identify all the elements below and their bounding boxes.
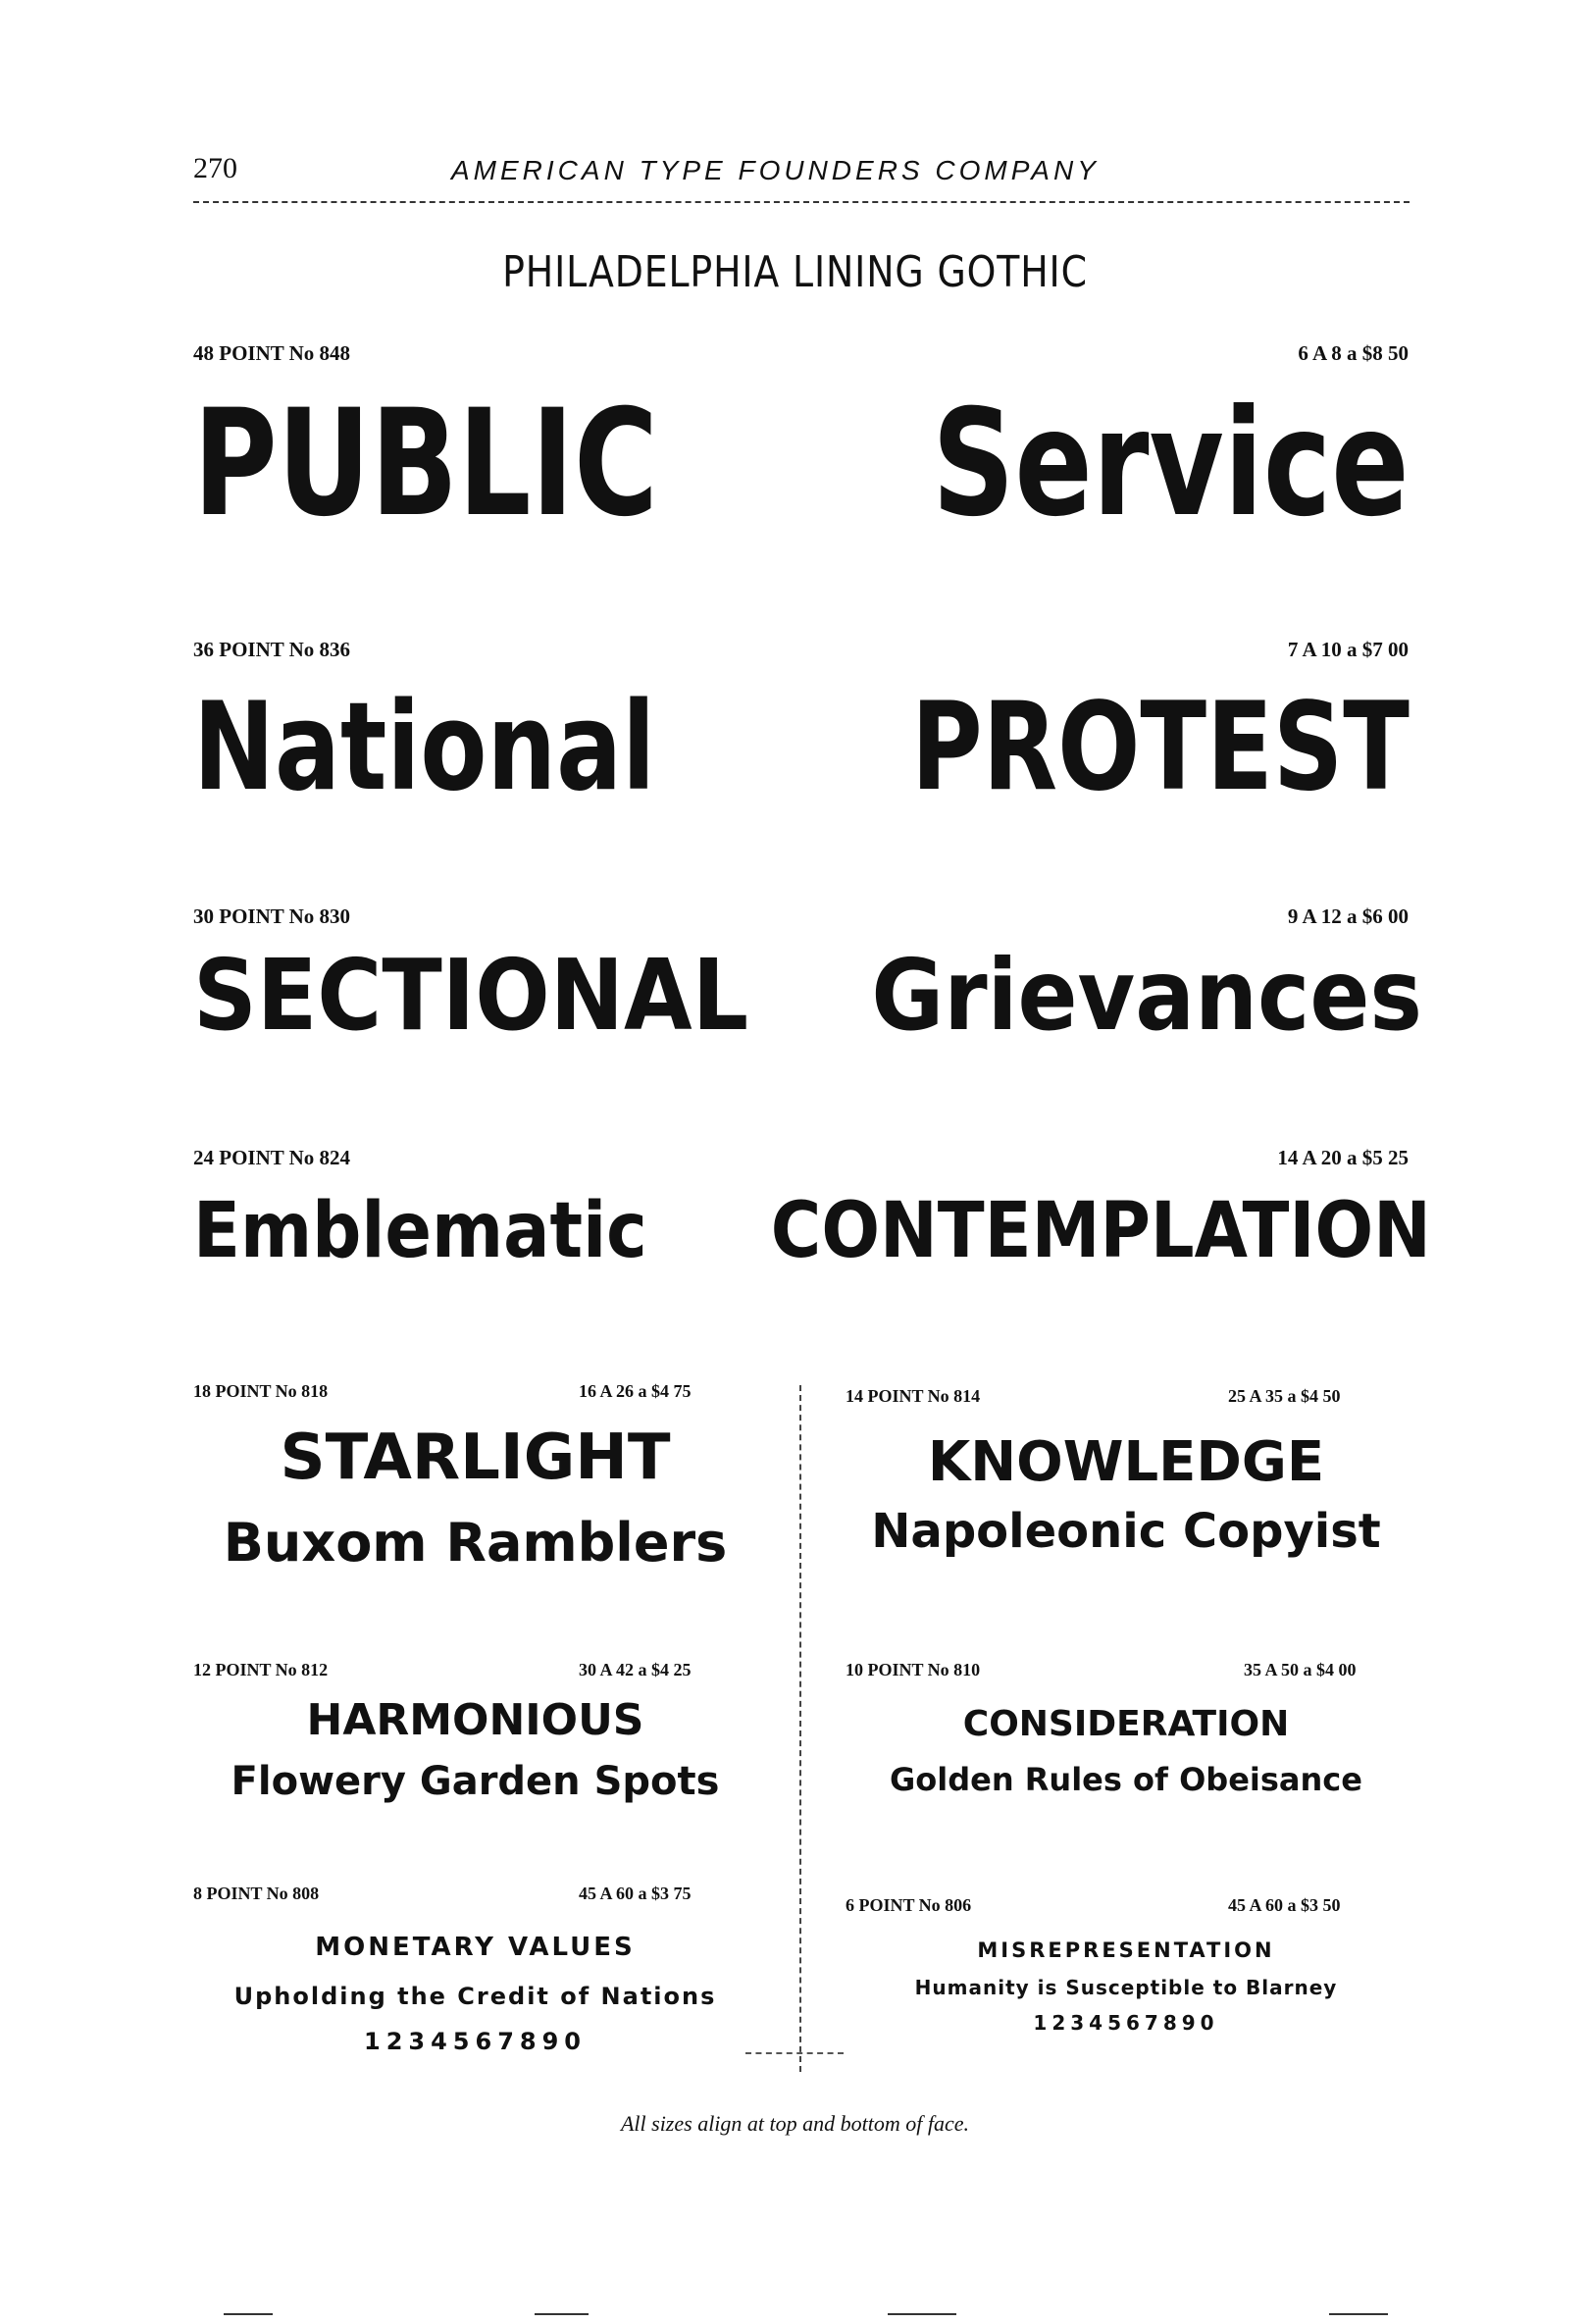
specimen-line: Humanity is Susceptible to Blarney <box>914 1976 1338 1999</box>
column-divider <box>799 1385 801 2072</box>
specimen-size-label: 36 POINT No 836 <box>193 638 351 661</box>
specimen-price-label: 7 A 10 a $7 00 <box>1287 638 1409 661</box>
specimen-price-label: 35 A 50 a $4 00 <box>1244 1660 1357 1679</box>
specimen-size-label: 24 POINT No 824 <box>193 1146 351 1169</box>
specimen-size-label: 30 POINT No 830 <box>193 904 351 928</box>
specimen-word: Emblematic <box>193 1187 647 1275</box>
specimen-size-label: 12 POINT No 812 <box>193 1660 329 1679</box>
specimen-30pt <box>193 937 1422 1055</box>
specimen-line: Golden Rules of Obeisance <box>890 1761 1362 1798</box>
specimen-word: Grievances <box>871 938 1422 1053</box>
specimen-line: CONSIDERATION <box>962 1704 1290 1744</box>
specimen-size-label: 8 POINT No 808 <box>193 1884 320 1903</box>
bottom-rule <box>745 2052 844 2054</box>
page-edge-mark <box>888 2313 956 2315</box>
specimen-line: HARMONIOUS <box>306 1695 644 1745</box>
specimen-line: Upholding the Credit of Nations <box>233 1983 717 2010</box>
specimen-price-label: 30 A 42 a $4 25 <box>579 1660 692 1679</box>
specimen-line: 1234567890 <box>1033 2011 1219 2035</box>
specimen-price-label: 6 A 8 a $8 50 <box>1298 341 1409 365</box>
specimen-48pt <box>193 381 1410 547</box>
page-edge-mark <box>1329 2313 1388 2315</box>
specimen-line: Buxom Ramblers <box>223 1512 728 1574</box>
specimen-word: CONTEMPLATION <box>770 1187 1432 1275</box>
specimen-line: MONETARY VALUES <box>315 1933 636 1962</box>
specimen-price-label: 45 A 60 a $3 50 <box>1228 1895 1341 1915</box>
specimen-36pt <box>193 677 1410 819</box>
specimen-price-label: 9 A 12 a $6 00 <box>1287 904 1409 928</box>
page-edge-mark <box>535 2313 589 2315</box>
specimen-word: PUBLIC <box>193 379 658 549</box>
specimen-line: 1234567890 <box>364 2028 587 2055</box>
specimen-price-label: 16 A 26 a $4 75 <box>579 1381 692 1401</box>
specimen-size-label: 6 POINT No 806 <box>846 1895 972 1915</box>
page-title: PHILADELPHIA LINING GOTHIC <box>502 247 1088 297</box>
specimen-size-label: 48 POINT No 848 <box>193 341 351 365</box>
header-rule <box>193 201 1410 203</box>
specimen-word: SECTIONAL <box>193 938 749 1053</box>
page-number: 270 <box>193 152 237 184</box>
specimen-word: PROTEST <box>911 677 1410 818</box>
footnote: All sizes align at top and bottom of face. <box>620 2111 970 2136</box>
specimen-word: Service <box>932 379 1410 549</box>
specimen-size-label: 18 POINT No 818 <box>193 1381 329 1401</box>
specimen-size-label: 14 POINT No 814 <box>846 1386 981 1406</box>
running-head: AMERICAN TYPE FOUNDERS COMPANY <box>451 155 1100 185</box>
specimen-line: MISREPRESENTATION <box>977 1938 1275 1962</box>
specimen-line: Napoleonic Copyist <box>871 1504 1381 1559</box>
specimen-24pt <box>193 1182 1432 1280</box>
specimen-price-label: 45 A 60 a $3 75 <box>579 1884 692 1903</box>
specimen-price-label: 14 A 20 a $5 25 <box>1277 1146 1409 1169</box>
specimen-line: KNOWLEDGE <box>927 1430 1325 1494</box>
specimen-line: STARLIGHT <box>280 1421 671 1494</box>
specimen-size-label: 10 POINT No 810 <box>846 1660 981 1679</box>
specimen-line: Flowery Garden Spots <box>231 1759 720 1804</box>
specimen-word: National <box>193 677 656 818</box>
page-edge-mark <box>224 2313 273 2315</box>
specimen-price-label: 25 A 35 a $4 50 <box>1228 1386 1341 1406</box>
